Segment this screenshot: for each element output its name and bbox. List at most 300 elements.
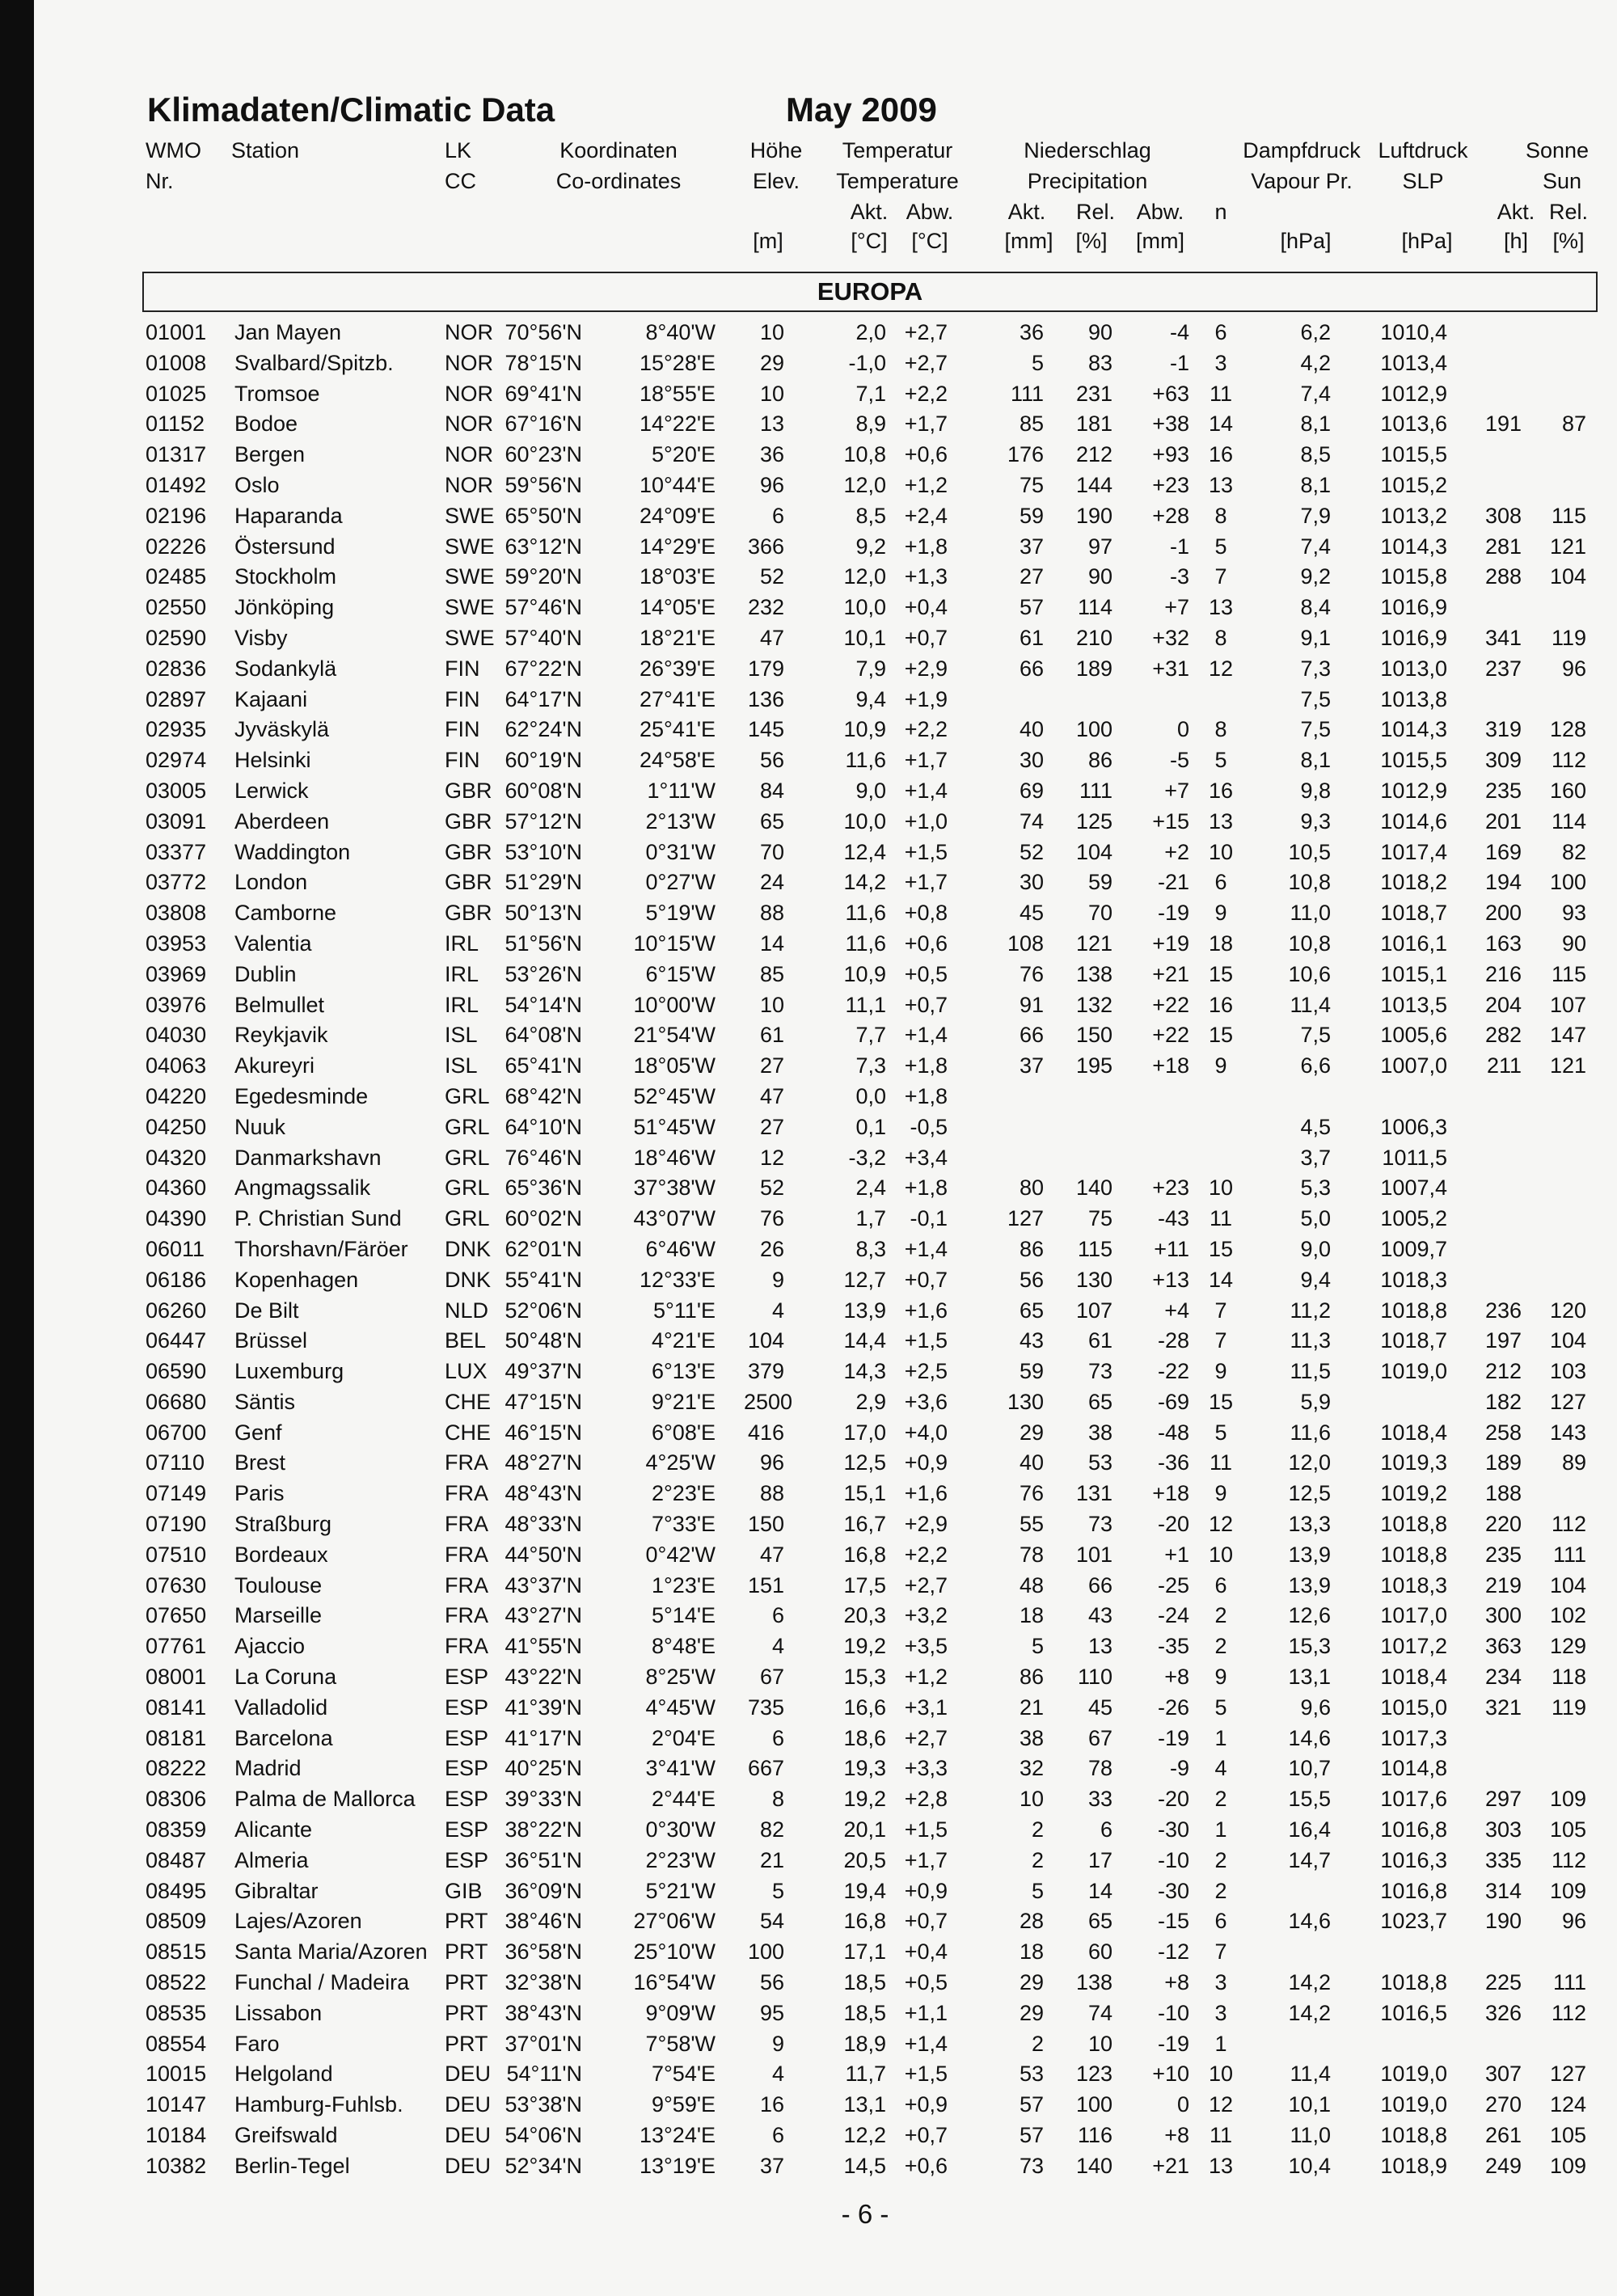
- vapour-pressure-cell: 12,5: [1288, 1481, 1331, 1506]
- elevation-cell: 136: [747, 686, 784, 711]
- sun-hours-cell: 225: [1484, 1970, 1522, 1995]
- wmo-number-cell: 10147: [146, 2092, 207, 2117]
- vapour-pressure-cell: 14,6: [1288, 1725, 1331, 1750]
- country-code-cell: DEU: [445, 2123, 492, 2148]
- header-sun-rel: Rel.: [1548, 200, 1588, 224]
- vapour-pressure-cell: 12,6: [1288, 1603, 1331, 1628]
- precip-actual-cell: 2: [1031, 1817, 1044, 1842]
- temp-deviation-cell: +1,2: [904, 1665, 948, 1690]
- table-row: [0, 2090, 1617, 2121]
- header-station: Station: [231, 138, 300, 162]
- vapour-pressure-cell: 11,3: [1290, 1328, 1331, 1353]
- precip-days-cell: 7: [1214, 564, 1227, 589]
- station-name-cell: Valentia: [234, 931, 312, 956]
- precip-days-cell: 3: [1214, 350, 1227, 375]
- longitude-cell: 25°10'W: [633, 1939, 716, 1965]
- country-code-cell: ESP: [445, 1787, 489, 1812]
- sun-relative-cell: 115: [1551, 503, 1586, 528]
- wmo-number-cell: 04063: [146, 1053, 207, 1078]
- sun-hours-cell: 204: [1484, 992, 1522, 1017]
- elevation-cell: 10: [759, 381, 784, 406]
- table-row: [0, 776, 1617, 807]
- temp-deviation-cell: +1,0: [904, 808, 948, 834]
- sun-relative-cell: 105: [1549, 1817, 1586, 1842]
- wmo-number-cell: 06260: [146, 1298, 207, 1323]
- vapour-pressure-cell: [1261, 1082, 1331, 1112]
- header-temp-en: Temperature: [836, 169, 959, 193]
- longitude-cell: 37°38'W: [633, 1175, 716, 1201]
- precip-relative-cell: 190: [1075, 503, 1112, 528]
- precip-relative-cell: 107: [1075, 1298, 1112, 1323]
- sea-level-pressure-cell: 1005,2: [1380, 1206, 1447, 1231]
- precip-deviation-cell: +4: [1164, 1298, 1189, 1323]
- temp-actual-cell: 17,5: [843, 1572, 886, 1597]
- vapour-pressure-cell: 10,6: [1288, 961, 1331, 986]
- latitude-cell: 57°46'N: [505, 595, 582, 620]
- latitude-cell: 47°15'N: [505, 1389, 582, 1414]
- sun-relative-cell: 111: [1552, 1542, 1586, 1567]
- sun-hours-cell: 308: [1484, 503, 1522, 528]
- wmo-number-cell: 07761: [146, 1634, 207, 1659]
- longitude-cell: 27°06'W: [633, 1909, 716, 1934]
- precip-days-cell: [1205, 1112, 1237, 1143]
- elevation-cell: 56: [759, 748, 784, 773]
- elevation-cell: 8: [771, 1787, 784, 1812]
- temp-deviation-cell: +0,5: [904, 961, 948, 986]
- precip-deviation-cell: -5: [1169, 748, 1189, 773]
- precip-actual-cell: 30: [1019, 748, 1044, 773]
- precip-relative-cell: 60: [1087, 1939, 1112, 1965]
- sea-level-pressure-cell: 1015,0: [1380, 1695, 1447, 1720]
- wmo-number-cell: 10382: [146, 2153, 207, 2178]
- wmo-number-cell: 06590: [146, 1359, 207, 1384]
- station-name-cell: Hamburg-Fuhlsb.: [234, 2092, 403, 2117]
- country-code-cell: GBR: [445, 870, 492, 895]
- temp-actual-cell: 2,9: [855, 1389, 886, 1414]
- temp-deviation-cell: +0,7: [904, 992, 948, 1017]
- sun-relative-cell: 119: [1551, 1695, 1586, 1720]
- longitude-cell: 6°15'W: [645, 961, 716, 986]
- temp-actual-cell: 11,6: [845, 748, 886, 773]
- temp-deviation-cell: +3,1: [904, 1695, 948, 1720]
- precip-deviation-cell: +18: [1152, 1053, 1189, 1078]
- wmo-number-cell: 03808: [146, 901, 207, 926]
- wmo-number-cell: 08522: [146, 1970, 207, 1995]
- sea-level-pressure-cell: 1015,2: [1380, 472, 1447, 497]
- vapour-pressure-cell: 14,2: [1288, 1970, 1331, 1995]
- sun-relative-cell: 143: [1549, 1420, 1586, 1445]
- country-code-cell: PRT: [445, 2000, 488, 2025]
- temp-actual-cell: 12,2: [843, 2123, 886, 2148]
- precip-days-cell: 16: [1208, 992, 1234, 1017]
- precip-relative-cell: 130: [1075, 1267, 1112, 1292]
- sun-relative-cell: [1536, 685, 1586, 715]
- country-code-cell: GBR: [445, 808, 492, 834]
- station-name-cell: London: [234, 870, 308, 895]
- precip-days-cell: 18: [1208, 931, 1234, 956]
- temp-deviation-cell: +3,2: [904, 1603, 948, 1628]
- sun-hours-cell: 319: [1484, 717, 1522, 742]
- precip-deviation-cell: +23: [1152, 1175, 1189, 1201]
- table-row: [0, 1357, 1617, 1387]
- unit-sun-rel: [%]: [1552, 229, 1585, 253]
- precip-relative-cell: 10: [1087, 2031, 1112, 2056]
- sun-relative-cell: [1536, 1937, 1586, 1968]
- precip-relative-cell: 114: [1077, 595, 1112, 620]
- vapour-pressure-cell: 8,5: [1300, 442, 1331, 467]
- temp-deviation-cell: +2,8: [904, 1787, 948, 1812]
- wmo-number-cell: 04250: [146, 1114, 207, 1139]
- elevation-cell: 88: [759, 901, 784, 926]
- longitude-cell: 5°14'E: [651, 1603, 716, 1628]
- latitude-cell: 59°20'N: [505, 564, 582, 589]
- sun-relative-cell: 100: [1549, 870, 1586, 895]
- precip-deviation-cell: -69: [1157, 1389, 1189, 1414]
- sea-level-pressure-cell: 1016,9: [1380, 625, 1447, 650]
- temp-deviation-cell: +1,6: [904, 1298, 948, 1323]
- temp-actual-cell: 12,0: [843, 472, 886, 497]
- elevation-cell: 27: [759, 1053, 784, 1078]
- longitude-cell: 18°05'W: [633, 1053, 716, 1078]
- table-row: [0, 1998, 1617, 2029]
- precip-actual-cell: 5: [1031, 350, 1044, 375]
- longitude-cell: 5°19'W: [645, 901, 716, 926]
- station-name-cell: Helsinki: [234, 748, 311, 773]
- station-name-cell: Dublin: [234, 961, 297, 986]
- sun-hours-cell: 194: [1484, 870, 1522, 895]
- wmo-number-cell: 02226: [146, 534, 207, 559]
- sun-relative-cell: [1536, 1204, 1586, 1235]
- table-row: [0, 1173, 1617, 1204]
- country-code-cell: IRL: [445, 992, 479, 1017]
- vapour-pressure-cell: 10,4: [1288, 2153, 1331, 2178]
- temp-deviation-cell: +1,8: [904, 1083, 948, 1108]
- precip-relative-cell: 144: [1075, 472, 1112, 497]
- longitude-cell: 24°09'E: [639, 503, 716, 528]
- table-row: [0, 1387, 1617, 1418]
- precip-deviation-cell: -1: [1169, 350, 1189, 375]
- precip-actual-cell: 29: [1019, 1420, 1044, 1445]
- sun-hours-cell: [1471, 593, 1522, 623]
- wmo-number-cell: 06186: [146, 1267, 207, 1292]
- vapour-pressure-cell: 3,7: [1300, 1145, 1331, 1170]
- elevation-cell: 14: [759, 931, 784, 956]
- precip-deviation-cell: -3: [1169, 564, 1189, 589]
- latitude-cell: 62°24'N: [505, 717, 582, 742]
- precip-days-cell: 13: [1208, 472, 1234, 497]
- vapour-pressure-cell: 9,4: [1300, 1267, 1331, 1292]
- precip-days-cell: 15: [1208, 1023, 1234, 1048]
- station-name-cell: Lajes/Azoren: [234, 1909, 362, 1934]
- latitude-cell: 43°37'N: [505, 1572, 582, 1597]
- temp-actual-cell: 12,7: [843, 1267, 886, 1292]
- elevation-cell: 5: [771, 1878, 784, 1903]
- sea-level-pressure-cell: 1015,5: [1380, 442, 1447, 467]
- longitude-cell: 0°31'W: [645, 839, 716, 864]
- sea-level-pressure-cell: 1013,2: [1380, 503, 1447, 528]
- sun-hours-cell: [1471, 685, 1522, 715]
- precip-deviation-cell: [1120, 1082, 1189, 1112]
- vapour-pressure-cell: 9,3: [1300, 808, 1331, 834]
- temp-actual-cell: 19,2: [843, 1787, 886, 1812]
- elevation-cell: 6: [771, 1725, 784, 1750]
- temp-actual-cell: 10,8: [843, 442, 886, 467]
- precip-actual-cell: 75: [1019, 472, 1044, 497]
- table-row: [0, 1693, 1617, 1724]
- elevation-cell: 366: [747, 534, 784, 559]
- precip-relative-cell: 195: [1075, 1053, 1112, 1078]
- sea-level-pressure-cell: 1018,4: [1380, 1420, 1447, 1445]
- temp-actual-cell: 14,4: [843, 1328, 886, 1353]
- sun-hours-cell: 189: [1484, 1450, 1522, 1475]
- temp-deviation-cell: +2,7: [904, 320, 948, 344]
- temp-actual-cell: 19,3: [843, 1756, 886, 1781]
- precip-relative-cell: 6: [1100, 1817, 1112, 1842]
- precip-days-cell: 2: [1214, 1603, 1227, 1628]
- precip-relative-cell: 17: [1087, 1847, 1112, 1872]
- temp-deviation-cell: +1,4: [904, 2031, 948, 2056]
- precip-days-cell: 6: [1214, 1572, 1227, 1597]
- station-name-cell: Alicante: [234, 1817, 313, 1842]
- wmo-number-cell: 01492: [146, 472, 207, 497]
- station-name-cell: Gibraltar: [234, 1878, 319, 1903]
- table-row: [0, 1662, 1617, 1693]
- sun-relative-cell: [1536, 1235, 1586, 1265]
- precip-deviation-cell: 0: [1176, 717, 1189, 742]
- sea-level-pressure-cell: [1366, 1387, 1447, 1418]
- longitude-cell: 1°23'E: [651, 1572, 716, 1597]
- longitude-cell: 13°24'E: [639, 2123, 716, 2148]
- precip-relative-cell: 212: [1075, 442, 1112, 467]
- precip-days-cell: 11: [1209, 1450, 1233, 1475]
- latitude-cell: 60°23'N: [505, 442, 582, 467]
- sea-level-pressure-cell: 1016,9: [1380, 595, 1447, 620]
- precip-deviation-cell: -30: [1157, 1878, 1189, 1903]
- sun-hours-cell: [1471, 348, 1522, 379]
- sun-relative-cell: [1536, 1479, 1586, 1509]
- vapour-pressure-cell: 5,0: [1300, 1206, 1331, 1231]
- latitude-cell: 54°14'N: [505, 992, 582, 1017]
- longitude-cell: 6°08'E: [651, 1420, 716, 1445]
- sun-hours-cell: [1471, 1235, 1522, 1265]
- country-code-cell: ESP: [445, 1665, 489, 1690]
- precip-actual-cell: 30: [1019, 870, 1044, 895]
- country-code-cell: NOR: [445, 350, 493, 375]
- station-name-cell: Bodoe: [234, 412, 298, 437]
- sea-level-pressure-cell: [1366, 2029, 1447, 2060]
- sea-level-pressure-cell: 1012,9: [1380, 778, 1447, 803]
- precip-days-cell: 7: [1214, 1939, 1227, 1965]
- precip-relative-cell: 70: [1087, 901, 1112, 926]
- table-row: [0, 960, 1617, 990]
- sea-level-pressure-cell: 1017,6: [1380, 1787, 1447, 1812]
- table-row: [0, 562, 1617, 593]
- precip-deviation-cell: +10: [1152, 2062, 1189, 2087]
- precip-deviation-cell: [1120, 1112, 1189, 1143]
- sea-level-pressure-cell: 1013,8: [1380, 686, 1447, 711]
- precip-days-cell: 5: [1214, 534, 1227, 559]
- station-name-cell: Belmullet: [234, 992, 325, 1017]
- table-row: [0, 1448, 1617, 1479]
- longitude-cell: 18°21'E: [639, 625, 716, 650]
- latitude-cell: 48°43'N: [505, 1481, 582, 1506]
- precip-actual-cell: 59: [1019, 503, 1044, 528]
- latitude-cell: 40°25'N: [505, 1756, 582, 1781]
- precip-days-cell: 5: [1214, 748, 1227, 773]
- longitude-cell: 10°15'W: [633, 931, 716, 956]
- sun-relative-cell: 112: [1551, 1512, 1586, 1537]
- sun-hours-cell: 219: [1484, 1572, 1522, 1597]
- country-code-cell: PRT: [445, 1939, 488, 1965]
- sun-relative-cell: 128: [1549, 717, 1586, 742]
- elevation-cell: 84: [759, 778, 784, 803]
- wmo-number-cell: 04390: [146, 1206, 207, 1231]
- precip-actual-cell: 40: [1019, 717, 1044, 742]
- precip-actual-cell: 29: [1019, 2000, 1044, 2025]
- sea-level-pressure-cell: 1018,2: [1380, 870, 1447, 895]
- sun-hours-cell: 201: [1484, 808, 1522, 834]
- temp-deviation-cell: +1,7: [904, 412, 948, 437]
- longitude-cell: 5°21'W: [645, 1878, 716, 1903]
- temp-deviation-cell: +0,8: [904, 901, 948, 926]
- header-coords: Koordinaten: [559, 138, 678, 162]
- sun-hours-cell: 297: [1484, 1787, 1522, 1812]
- table-row: [0, 1724, 1617, 1754]
- header-wmo: WMO: [146, 138, 201, 162]
- unit-precip-abw: [mm]: [1136, 229, 1184, 253]
- precip-days-cell: 13: [1208, 595, 1234, 620]
- temp-actual-cell: 20,1: [843, 1817, 886, 1842]
- sun-hours-cell: 326: [1484, 2000, 1522, 2025]
- table-row: [0, 348, 1617, 379]
- latitude-cell: 60°19'N: [505, 748, 582, 773]
- temp-deviation-cell: +1,3: [904, 564, 948, 589]
- header-cc-en: CC: [445, 169, 476, 193]
- station-name-cell: Thorshavn/Färöer: [234, 1236, 408, 1261]
- latitude-cell: 67°22'N: [505, 656, 582, 681]
- vapour-pressure-cell: 7,4: [1300, 381, 1331, 406]
- precip-relative-cell: 111: [1079, 778, 1112, 803]
- temp-deviation-cell: +4,0: [904, 1420, 948, 1445]
- precip-deviation-cell: -10: [1157, 1847, 1189, 1872]
- precip-relative-cell: 83: [1087, 350, 1112, 375]
- sun-hours-cell: 211: [1486, 1053, 1522, 1078]
- precip-relative-cell: 100: [1075, 717, 1112, 742]
- country-code-cell: NOR: [445, 320, 493, 344]
- elevation-cell: 145: [747, 717, 784, 742]
- header-precip-rel: Rel.: [1075, 200, 1115, 224]
- sea-level-pressure-cell: 1009,7: [1380, 1236, 1447, 1261]
- temp-deviation-cell: +1,8: [904, 1175, 948, 1201]
- elevation-cell: 65: [759, 808, 784, 834]
- elevation-cell: 16: [759, 2092, 784, 2117]
- sun-relative-cell: 89: [1561, 1450, 1586, 1475]
- station-name-cell: Funchal / Madeira: [234, 1970, 410, 1995]
- sea-level-pressure-cell: 1015,5: [1380, 748, 1447, 773]
- precip-relative-cell: 210: [1075, 625, 1112, 650]
- precip-actual-cell: 18: [1019, 1939, 1044, 1965]
- vapour-pressure-cell: 13,9: [1288, 1542, 1331, 1567]
- country-code-cell: NOR: [445, 381, 493, 406]
- wmo-number-cell: 04030: [146, 1023, 207, 1048]
- station-name-cell: Luxemburg: [234, 1359, 344, 1384]
- country-code-cell: IRL: [445, 931, 479, 956]
- precip-days-cell: 9: [1214, 1481, 1227, 1506]
- precip-actual-cell: 2: [1031, 1847, 1044, 1872]
- precip-actual-cell: 130: [1007, 1389, 1044, 1414]
- precip-actual-cell: 5: [1031, 1634, 1044, 1659]
- temp-actual-cell: 10,0: [843, 595, 886, 620]
- precip-relative-cell: 140: [1075, 2153, 1112, 2178]
- temp-actual-cell: 1,7: [855, 1206, 886, 1231]
- precip-deviation-cell: -4: [1169, 320, 1189, 344]
- longitude-cell: 14°29'E: [639, 534, 716, 559]
- precip-days-cell: [1205, 1082, 1237, 1112]
- unit-slp: [hPa]: [1401, 229, 1453, 253]
- latitude-cell: 63°12'N: [505, 534, 582, 559]
- vapour-pressure-cell: 16,4: [1288, 1817, 1331, 1842]
- vapour-pressure-cell: 9,8: [1300, 778, 1331, 803]
- sea-level-pressure-cell: 1018,3: [1380, 1572, 1447, 1597]
- sun-hours-cell: 261: [1484, 2123, 1522, 2148]
- table-row: [0, 1082, 1617, 1112]
- sea-level-pressure-cell: 1014,8: [1380, 1756, 1447, 1781]
- longitude-cell: 9°09'W: [645, 2000, 716, 2025]
- table-row: [0, 715, 1617, 745]
- sea-level-pressure-cell: 1017,2: [1380, 1634, 1447, 1659]
- vapour-pressure-cell: 4,2: [1300, 350, 1331, 375]
- sun-relative-cell: 127: [1549, 2062, 1586, 2087]
- table-row: [0, 2121, 1617, 2151]
- sun-hours-cell: 309: [1484, 748, 1522, 773]
- sea-level-pressure-cell: 1015,1: [1380, 961, 1447, 986]
- station-name-cell: Säntis: [234, 1389, 296, 1414]
- temp-deviation-cell: -0,5: [910, 1114, 948, 1139]
- sun-relative-cell: 102: [1549, 1603, 1586, 1628]
- vapour-pressure-cell: 11,4: [1290, 992, 1331, 1017]
- station-name-cell: Brest: [234, 1450, 286, 1475]
- latitude-cell: 52°34'N: [505, 2153, 582, 2178]
- sun-hours-cell: 314: [1484, 1878, 1522, 1903]
- sea-level-pressure-cell: 1018,7: [1380, 901, 1447, 926]
- table-row: [0, 1906, 1617, 1937]
- longitude-cell: 14°22'E: [639, 412, 716, 437]
- precip-days-cell: 11: [1209, 381, 1233, 406]
- sea-level-pressure-cell: 1019,2: [1380, 1481, 1447, 1506]
- precip-actual-cell: [990, 1112, 1044, 1143]
- sun-hours-cell: 236: [1484, 1298, 1522, 1323]
- precip-relative-cell: 14: [1087, 1878, 1112, 1903]
- precip-deviation-cell: +38: [1152, 412, 1189, 437]
- country-code-cell: GBR: [445, 901, 492, 926]
- station-name-cell: Palma de Mallorca: [234, 1787, 416, 1812]
- precip-relative-cell: 100: [1075, 2092, 1112, 2117]
- precip-days-cell: 13: [1208, 2153, 1234, 2178]
- sun-relative-cell: [1536, 1143, 1586, 1174]
- station-name-cell: Oslo: [234, 472, 280, 497]
- temp-actual-cell: 2,4: [855, 1175, 886, 1201]
- header-temp-abw: Abw.: [906, 200, 954, 224]
- longitude-cell: 12°33'E: [639, 1267, 716, 1292]
- precip-deviation-cell: +8: [1164, 1665, 1189, 1690]
- vapour-pressure-cell: 9,1: [1300, 625, 1331, 650]
- precip-actual-cell: 48: [1019, 1572, 1044, 1597]
- latitude-cell: 51°29'N: [505, 870, 582, 895]
- wmo-number-cell: 02590: [146, 625, 207, 650]
- temp-actual-cell: 10,1: [843, 625, 886, 650]
- sea-level-pressure-cell: 1019,0: [1380, 2062, 1447, 2087]
- header-slp: Luftdruck: [1378, 138, 1468, 162]
